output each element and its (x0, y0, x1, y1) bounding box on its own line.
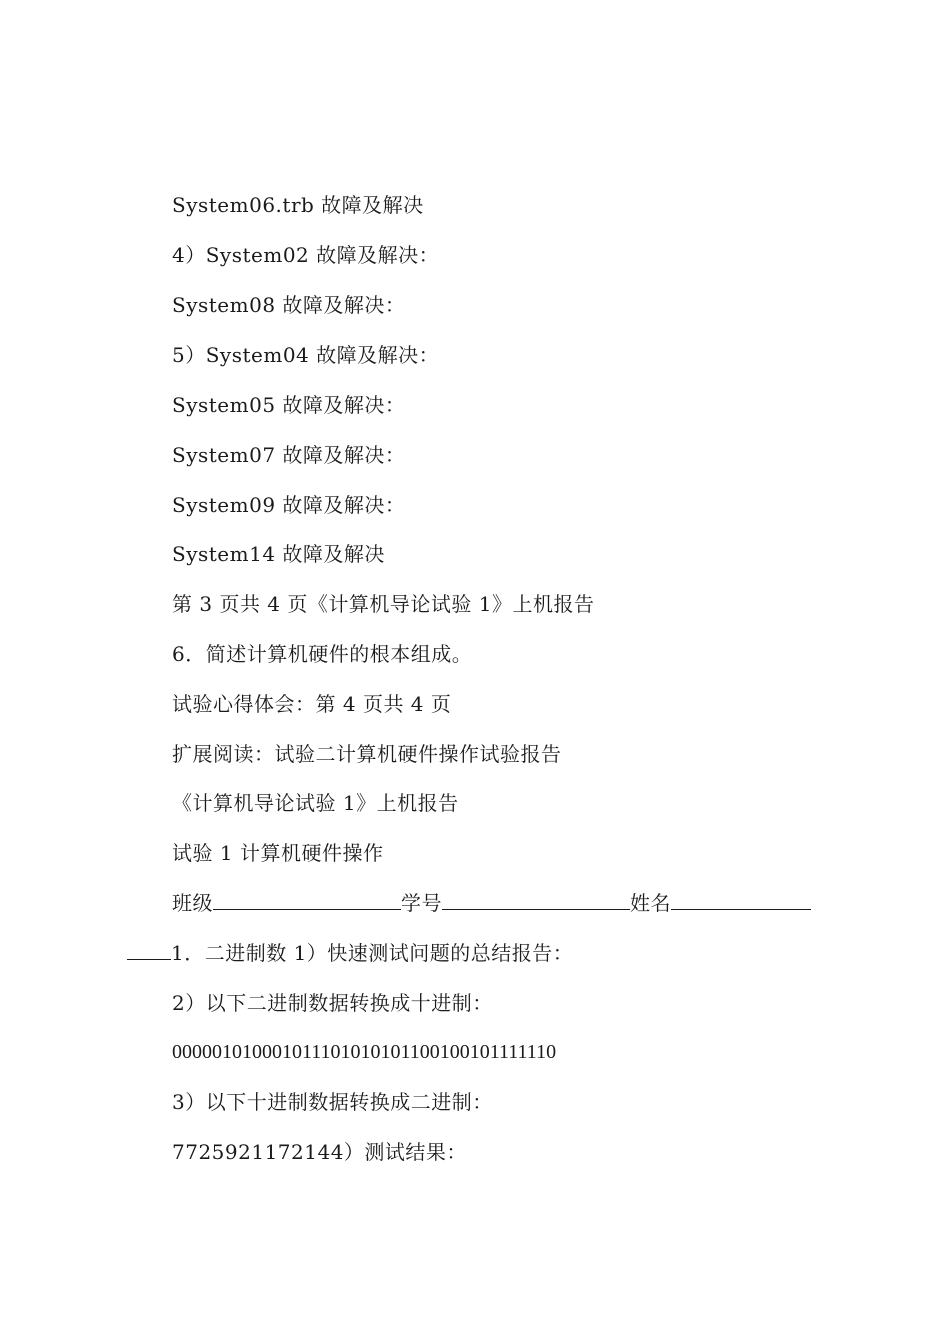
decimal-to-binary-line: 3）以下十进制数据转换成二进制： (172, 1090, 493, 1114)
text-line-system09: System09 故障及解决： (172, 493, 406, 517)
class-label: 班级 (172, 891, 213, 915)
experiment-title-line: 试验 1 计算机硬件操作 (172, 841, 384, 865)
binary-question-text: 1．二进制数 1）快速测试问题的总结报告： (171, 941, 574, 965)
binary-question-line (127, 941, 573, 965)
name-blank-continuation (127, 941, 171, 960)
student-id-blank (442, 891, 630, 910)
binary-digits-line: 000001010001011101010101100100101111110 (172, 1041, 557, 1063)
text-line-system14: System14 故障及解决 (172, 542, 385, 566)
class-blank (213, 891, 401, 910)
text-line-system06: System06.trb 故障及解决 (172, 193, 424, 217)
page-footer-3-of-4: 第 3 页共 4 页《计算机导论试验 1》上机报告 (172, 592, 595, 616)
name-label: 姓名 (630, 891, 671, 915)
student-id-label: 学号 (401, 891, 442, 915)
text-line-system05: System05 故障及解决： (172, 393, 406, 417)
experience-line: 试验心得体会：第 4 页共 4 页 (172, 692, 452, 716)
text-line-system08: System08 故障及解决： (172, 293, 406, 317)
text-line-system07: System07 故障及解决： (172, 443, 406, 467)
test-result-line: 7725921172144）测试结果： (172, 1140, 467, 1164)
text-line-system04: 5）System04 故障及解决： (172, 343, 440, 367)
report-title-line: 《计算机导论试验 1》上机报告 (172, 791, 459, 815)
text-line-system02: 4）System02 故障及解决： (172, 243, 440, 267)
student-info-form (172, 891, 811, 915)
binary-to-decimal-line: 2）以下二进制数据转换成十进制： (172, 991, 493, 1015)
name-blank (671, 891, 811, 910)
question-6-line: 6．简述计算机硬件的根本组成。 (172, 642, 473, 666)
extended-reading-line: 扩展阅读：试验二计算机硬件操作试验报告 (172, 742, 562, 766)
